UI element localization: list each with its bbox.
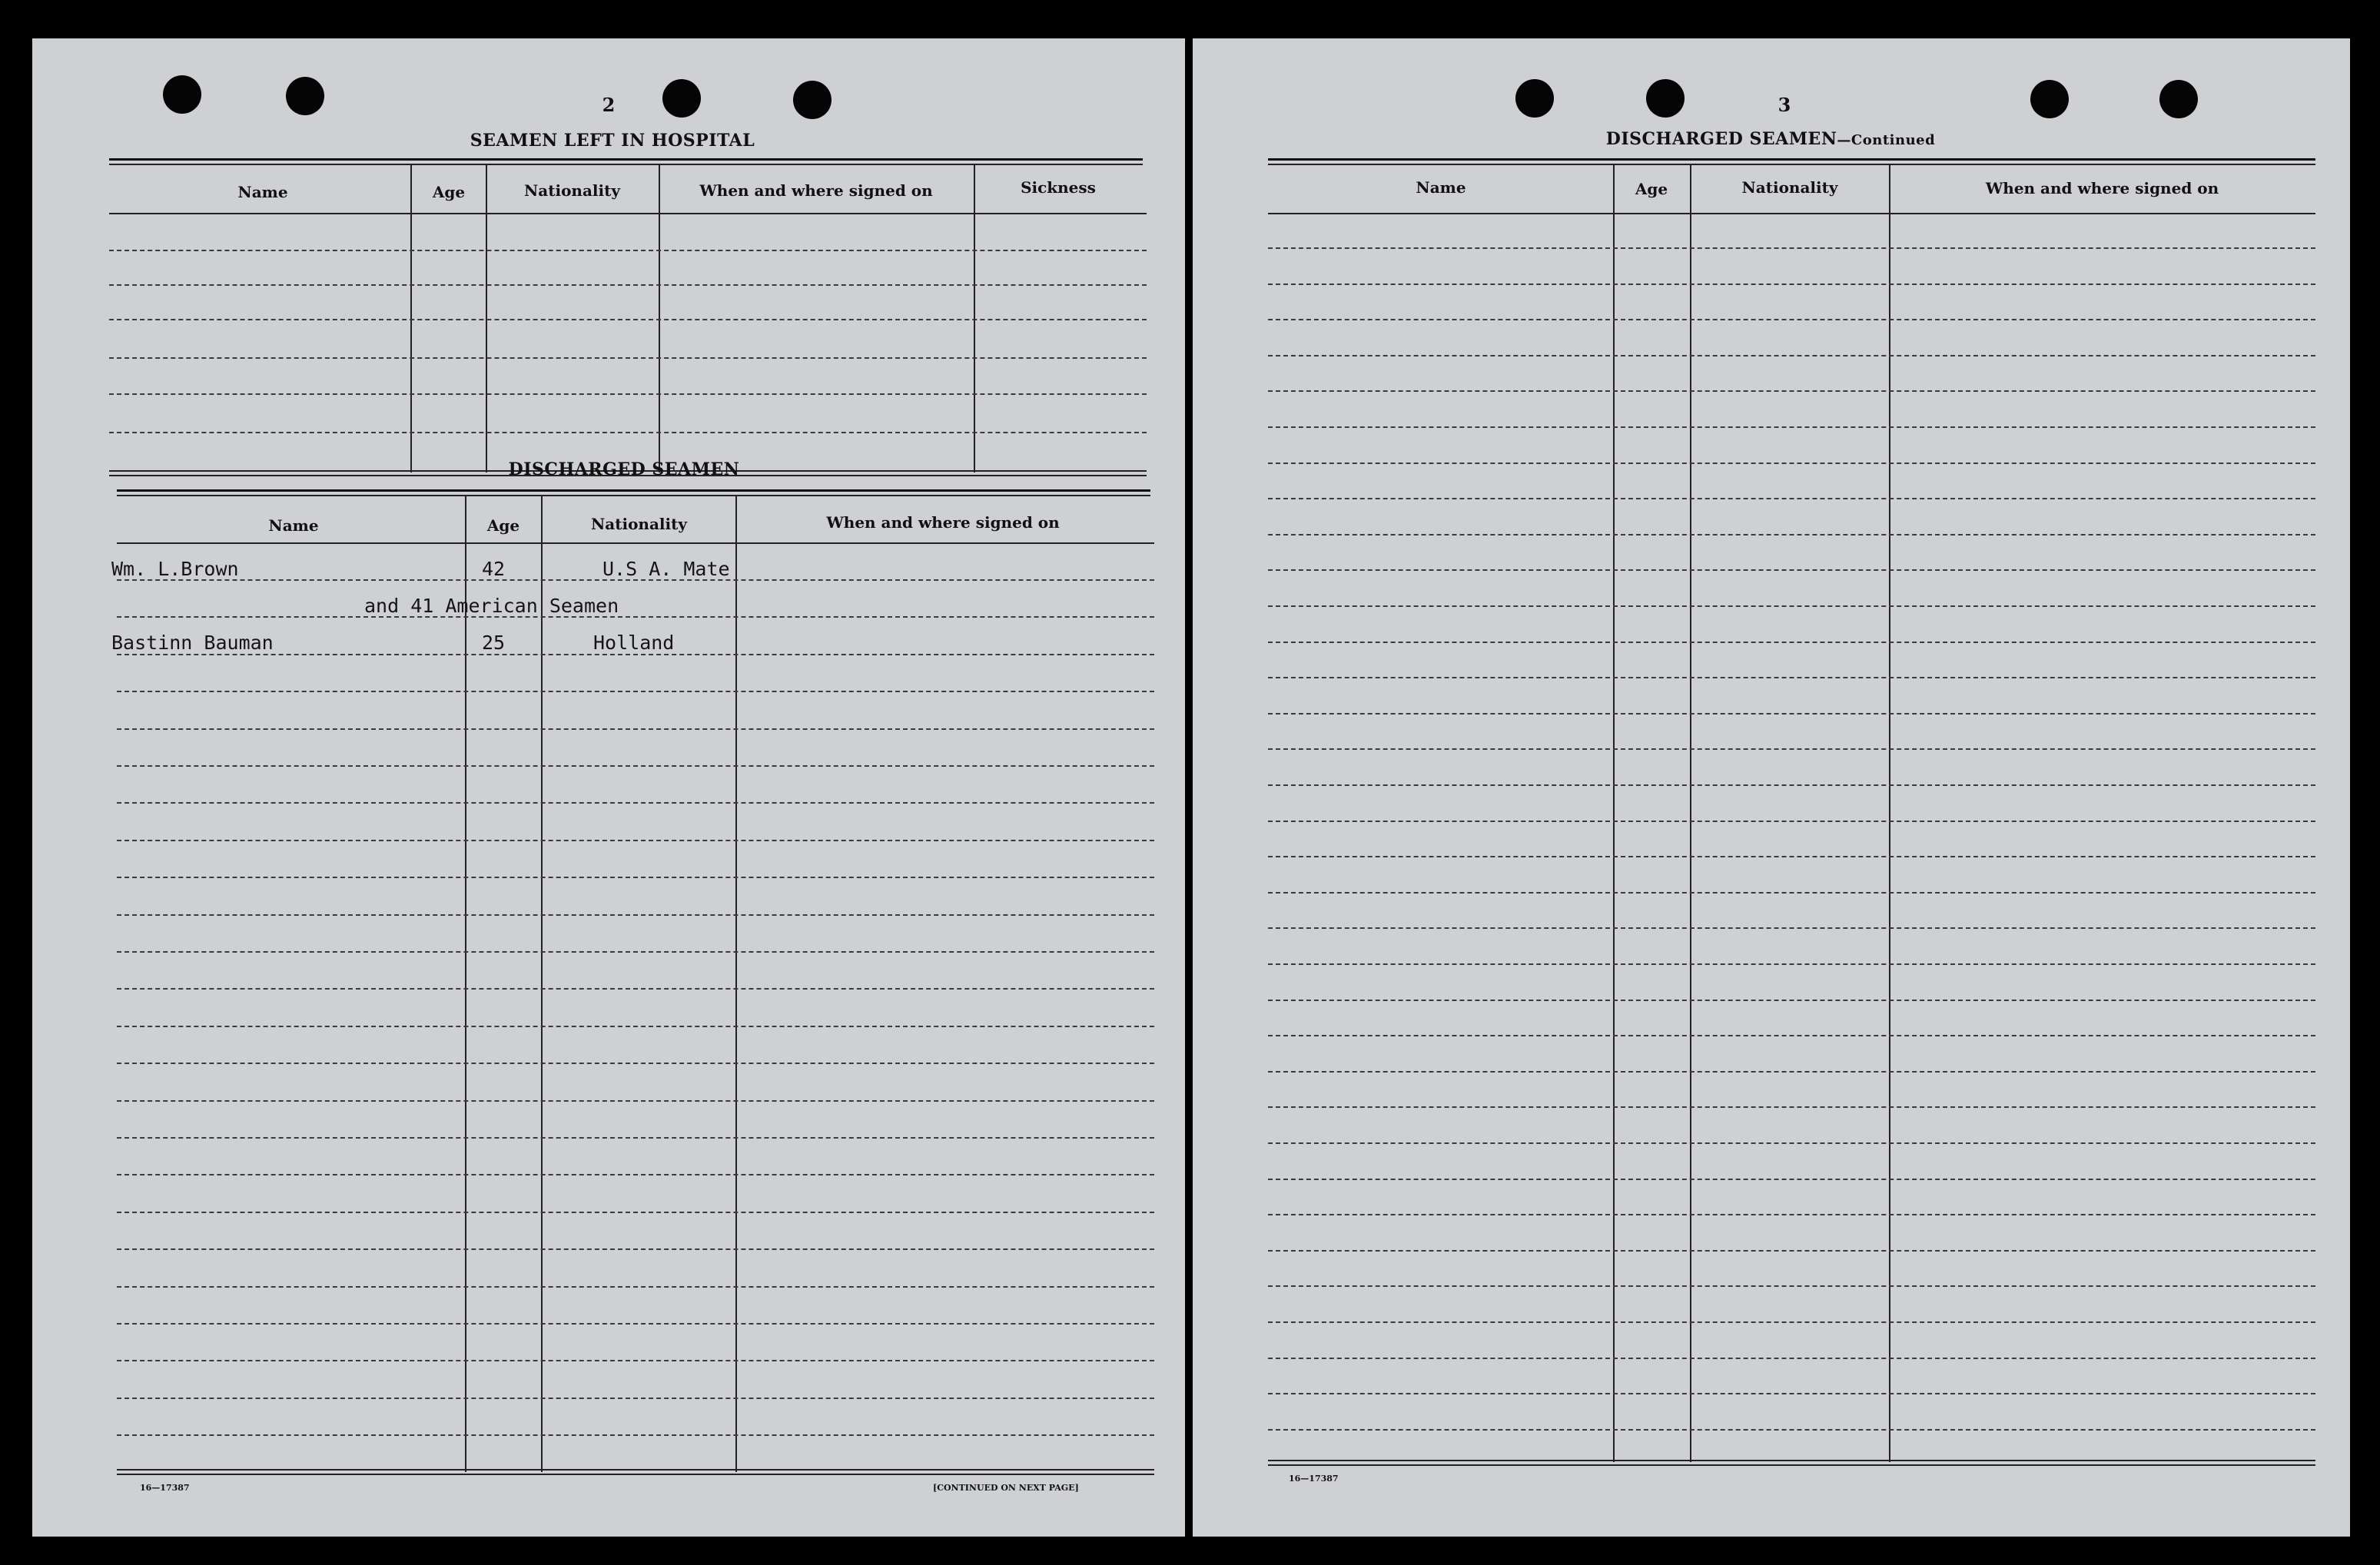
punch-hole: [163, 75, 201, 114]
entry-line: [117, 728, 1154, 730]
discharged-col-age: Age: [486, 516, 520, 535]
seaman-name: Bastinn Bauman: [111, 632, 274, 654]
entry-line: [109, 250, 1147, 251]
page-number: 3: [1778, 94, 1791, 116]
entry-line: [1268, 1106, 2315, 1108]
entry-line: [1268, 1393, 2315, 1394]
hospital-col-nationality: Nationality: [524, 181, 620, 200]
table-rule: [117, 489, 1150, 492]
entry-line: [1268, 1071, 2315, 1073]
entry-line: [1268, 784, 2315, 786]
table-rule: [117, 1474, 1154, 1475]
table-rule: [117, 1469, 1154, 1471]
entry-line: [117, 616, 1154, 618]
entry-line: [1268, 463, 2315, 464]
entry-line: [1268, 963, 2315, 965]
seaman-note: and 41 American Seamen: [364, 595, 619, 617]
entry-line: [109, 393, 1147, 395]
entry-line: [117, 1100, 1154, 1102]
punch-hole: [1515, 79, 1554, 118]
entry-line: [1268, 821, 2315, 822]
punch-hole: [662, 79, 701, 118]
entry-line: [117, 1398, 1154, 1399]
right-page: [1193, 38, 2350, 1537]
entry-line: [117, 840, 1154, 841]
column-divider: [465, 496, 466, 1472]
hospital-col-sickness: Sickness: [1021, 178, 1096, 197]
entry-line: [1268, 713, 2315, 715]
column-divider: [1613, 165, 1615, 1462]
entry-line: [117, 691, 1154, 692]
entry-line: [117, 1286, 1154, 1288]
form-code: 16—17387: [1289, 1474, 1339, 1484]
entry-line: [117, 988, 1154, 990]
discharged-section-title: DISCHARGED SEAMEN: [508, 459, 740, 479]
entry-line: [1268, 534, 2315, 535]
entry-line: [117, 1248, 1154, 1250]
entry-line: [1268, 1250, 2315, 1252]
seaman-name: Wm. L.Brown: [111, 558, 239, 580]
table-rule: [109, 164, 1143, 165]
entry-line: [109, 357, 1147, 359]
entry-line: [1268, 1429, 2315, 1431]
column-divider: [541, 496, 543, 1472]
punch-hole: [286, 77, 324, 115]
seaman-age: 25: [482, 632, 506, 654]
entry-line: [1268, 1214, 2315, 1215]
entry-line: [117, 802, 1154, 804]
entry-line: [1268, 1358, 2315, 1359]
entry-line: [1268, 569, 2315, 571]
hospital-col-signed-on: When and where signed on: [699, 181, 933, 200]
punch-hole: [793, 81, 832, 119]
continued-title-suffix: —Continued: [1837, 132, 1936, 148]
continued-col-age: Age: [1635, 180, 1668, 198]
entry-line: [117, 1174, 1154, 1175]
entry-line: [117, 1360, 1154, 1361]
table-rule: [1268, 158, 2315, 161]
entry-line: [1268, 355, 2315, 356]
hospital-col-age: Age: [432, 183, 466, 201]
entry-line: [1268, 1142, 2315, 1144]
entry-line: [1268, 1000, 2315, 1001]
header-rule: [117, 542, 1154, 544]
entry-line: [117, 951, 1154, 953]
entry-line: [117, 1026, 1154, 1027]
discharged-col-signed-on: When and where signed on: [826, 513, 1060, 532]
page-number: 2: [602, 94, 616, 116]
seaman-nationality: Holland: [593, 632, 675, 654]
entry-line: [117, 914, 1154, 916]
entry-line: [109, 284, 1147, 286]
seaman-nationality: U.S A. Mate: [602, 558, 730, 580]
entry-line: [1268, 426, 2315, 428]
entry-line: [1268, 892, 2315, 894]
column-divider: [735, 496, 737, 1472]
entry-line: [117, 1137, 1154, 1139]
entry-line: [117, 1212, 1154, 1213]
entry-line: [1268, 605, 2315, 607]
table-rule: [1268, 1464, 2315, 1466]
hospital-section-title: SEAMEN LEFT IN HOSPITAL: [470, 131, 755, 151]
entry-line: [1268, 1285, 2315, 1287]
entry-line: [1268, 642, 2315, 643]
header-rule: [1268, 213, 2315, 214]
entry-line: [117, 1063, 1154, 1064]
entry-line: [117, 877, 1154, 878]
seaman-age: 42: [482, 558, 506, 580]
entry-line: [1268, 247, 2315, 249]
continued-col-name: Name: [1416, 178, 1466, 197]
table-rule: [117, 495, 1150, 496]
entry-line: [1268, 927, 2315, 929]
entry-line: [117, 654, 1154, 655]
entry-line: [1268, 498, 2315, 499]
punch-hole: [2159, 80, 2198, 118]
entry-line: [1268, 677, 2315, 678]
entry-line: [1268, 1179, 2315, 1180]
hospital-col-name: Name: [237, 183, 288, 201]
table-rule: [1268, 1460, 2315, 1461]
continued-title-main: DISCHARGED SEAMEN: [1605, 129, 1837, 149]
column-divider: [1889, 165, 1890, 1462]
continued-section-title: [1606, 129, 1935, 149]
punch-hole: [1646, 79, 1685, 118]
entry-line: [117, 579, 1154, 581]
discharged-col-nationality: Nationality: [591, 515, 687, 533]
entry-line: [1268, 748, 2315, 750]
entry-line: [117, 765, 1154, 767]
entry-line: [1268, 283, 2315, 285]
continued-col-nationality: Nationality: [1741, 178, 1838, 197]
table-rule: [109, 158, 1143, 161]
header-rule: [109, 213, 1147, 214]
entry-line: [1268, 1035, 2315, 1036]
table-rule: [1268, 164, 2315, 165]
entry-line: [1268, 1321, 2315, 1323]
entry-line: [1268, 319, 2315, 320]
left-page: [32, 38, 1185, 1537]
entry-line: [109, 319, 1147, 320]
entry-line: [1268, 856, 2315, 857]
entry-line: [117, 1323, 1154, 1325]
entry-line: [117, 1434, 1154, 1436]
column-divider: [1690, 165, 1691, 1462]
entry-line: [1268, 390, 2315, 392]
discharged-col-name: Name: [268, 516, 319, 535]
continued-note: [CONTINUED ON NEXT PAGE]: [933, 1483, 1079, 1493]
form-code: 16—17387: [140, 1483, 190, 1493]
continued-col-signed-on: When and where signed on: [1985, 179, 2219, 197]
entry-line: [109, 432, 1147, 433]
punch-hole: [2030, 80, 2069, 118]
